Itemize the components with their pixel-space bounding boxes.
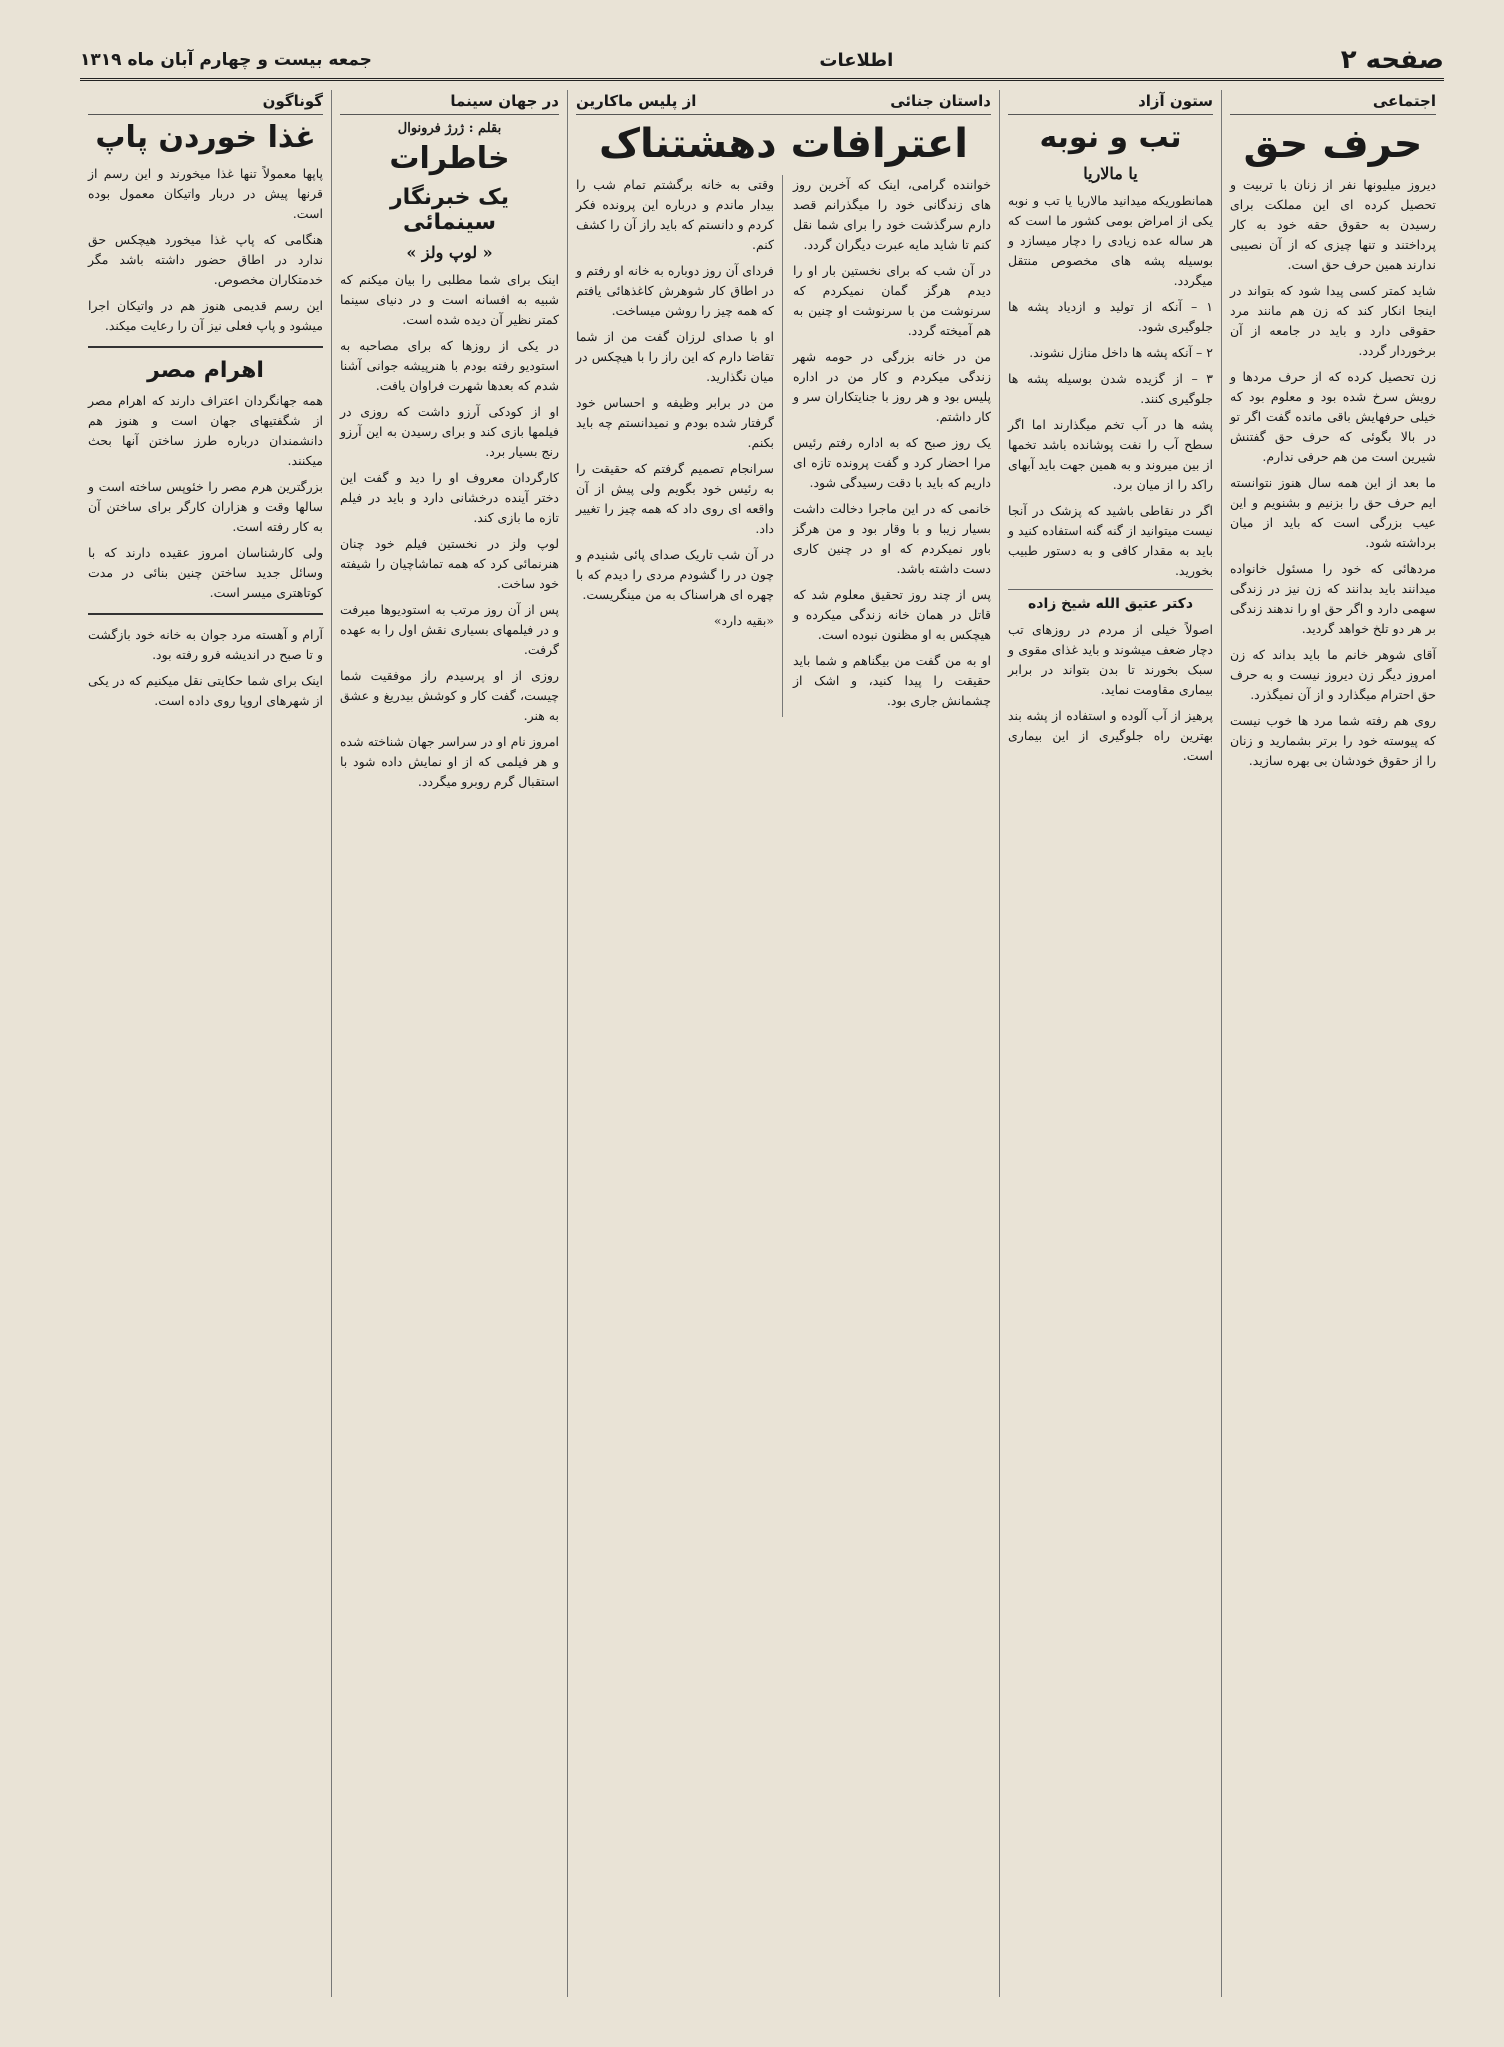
paragraph: همه جهانگردان اعتراف دارند که اهرام مصر از شگفتیهای جهان است و هنوز هم دانشمندان درباره طرز ساختن آنها بحث میکنند.: [88, 392, 323, 468]
story-columns: [576, 175, 991, 717]
paragraph: پس از آن روز مرتب به استودیوها میرفت و در فیلمهای بسیاری نقش اول را به عهده گرفت.: [340, 602, 559, 658]
column-free: [1000, 90, 1222, 1997]
headline-confessions: اعترافات دهشتناک: [599, 121, 968, 167]
headline-haqq: حرف حق: [1243, 121, 1423, 167]
article-body-pope: [88, 164, 323, 336]
paragraph: این رسم قدیمی هنوز هم در واتیکان اجرا میشود و پاپ فعلی نیز آن را رعایت میکند.: [88, 297, 323, 333]
section-label-misc: گوناگون: [88, 90, 323, 115]
paragraph: خواننده گرامی، اینک که آخرین روز های زندگانی خود را میگذرانم قصد دارم سرگذشت خود را برای شما نقل کنم تا شاید مایه عبرت دیگران گردد.: [793, 177, 991, 252]
column-cinema: [332, 90, 568, 1997]
quote-name: « لوپ ولز »: [406, 243, 493, 263]
paragraph: فردای آن روز دوباره به خانه او رفتم و در اطاق کار شوهرش کاغذهائی یافتم که همه چیز را روشن میساخت.: [576, 263, 774, 318]
article-body-pyramids: [88, 391, 323, 603]
article-body-malaria: [1008, 191, 1213, 581]
paragraph: امروز نام او در سراسر جهان شناخته شده و هر فیلمی که از او نمایش داده شود با استقبال گرم روبرو میگردد.: [340, 734, 559, 790]
paragraph: پس از چند روز تحقیق معلوم شد که قاتل در همان خانه زندگی میکرده و هیچکس به او مظنون نبوده است.: [793, 587, 991, 642]
section-label-social: اجتماعی: [1230, 90, 1436, 115]
paragraph: پاپها معمولاً تنها غذا میخورند و این رسم از قرنها پیش در دربار واتیکان معمول بوده است.: [88, 165, 323, 221]
story-column-b: [576, 175, 783, 717]
paragraph: هنگامی که پاپ غذا میخورد هیچکس حق ندارد در اطاق حضور داشته باشد مگر خدمتکاران مخصوص.: [88, 231, 323, 287]
paragraph: ۳ – از گزیده شدن بوسیله پشه ها جلوگیری کنند.: [1008, 370, 1213, 406]
story-column-a: [793, 175, 991, 717]
author-signature: دکتر عتیق الله شیخ زاده: [1008, 589, 1213, 612]
byline: بقلم : ژرژ فرونوال: [397, 121, 502, 136]
masthead: [80, 42, 1444, 81]
paragraph: در یکی از روزها که برای مصاحبه به استودیو رفته بودم با هنرپیشه جوانی آشنا شدم که بعدها شهرت فراوان یافت.: [340, 338, 559, 394]
article-body-misc-cont: [88, 625, 323, 711]
paragraph: روزی از او پرسیدم راز موفقیت شما چیست، گفت کار و کوشش بیدریغ و عشق به هنر.: [340, 668, 559, 724]
paragraph: ۲ – آنکه پشه ها داخل منازل نشوند.: [1029, 344, 1213, 360]
story-block: [568, 90, 1000, 1997]
story-labels: [576, 90, 991, 115]
paragraph: شاید کمتر کسی پیدا شود که بتواند در اینجا انکار کند که زن هم مانند مرد حقوقی دارد و باید در جامعه از آن برخوردار گردد.: [1230, 283, 1436, 358]
newspaper-name: اطلاعات: [819, 49, 894, 71]
paragraph: وقتی به خانه برگشتم تمام شب را بیدار ماندم و درباره این پرونده فکر کردم و دانستم که باید راز آن را کشف کنم.: [576, 177, 774, 252]
paragraph: همانطوریکه میدانید مالاریا یا تب و نوبه یکی از امراض بومی کشور ما است که هر ساله عده زیادی را دچار میسازد و بوسیله پشه های مخصوص منتقل میگردد.: [1008, 192, 1213, 288]
paragraph: روی هم رفته شما مرد ها خوب نیست که پیوسته خود را برتر بشمارید و زنان را از حقوق خودشان بی بهره سازید.: [1230, 713, 1436, 768]
paragraph: پشه ها در آب تخم میگذارند اما اگر سطح آب را نفت پوشانده باشد تخمها از بین میروند و به همین جهت باید آبهای راکد را از میان برد.: [1008, 416, 1213, 492]
column-social: [1222, 90, 1444, 1997]
paragraph: من در خانه بزرگی در حومه شهر زندگی میکردم و کار من در اداره پلیس بود و هر روز با جنایتکاران سر و کار داشتم.: [793, 349, 991, 424]
paragraph: بزرگترین هرم مصر را خئوپس ساخته است و سالها وقت و هزاران کارگر برای ساختن آن به کار رفته است.: [88, 478, 323, 534]
paragraph: خانمی که در این ماجرا دخالت داشت بسیار زیبا و با وقار بود و من هرگز باور نمیکردم که او در چنین کاری دست داشته باشد.: [793, 501, 991, 576]
paragraph: اگر در نقاطی باشید که پزشک در آنجا نیست میتوانید از گنه گنه استفاده کنید و باید به مقدار کافی و به دستور طبیب بخورید.: [1008, 502, 1213, 578]
paragraph: ۱ – آنکه از تولید و ازدیاد پشه ها جلوگیری شود.: [1008, 298, 1213, 334]
paragraph: یک روز صبح که به اداره رفتم رئیس مرا احضار کرد و گفت پرونده تازه ای داریم که باید با دقت رسیدگی شود.: [793, 435, 991, 490]
headline-fever: تب و نوبه: [1039, 120, 1182, 155]
paragraph: اصولاً خیلی از مردم در روزهای تب دچار ضعف میشوند و باید غذای مقوی و سبک بخورند تا بدن بتواند در برابر بیماری مقاومت نماید.: [1008, 621, 1213, 697]
paragraph: من در برابر وظیفه و احساس خود گرفتار شده بودم و نمیدانستم چه باید بکنم.: [576, 395, 774, 450]
column-misc: [80, 90, 332, 1997]
columns: [80, 90, 1444, 1997]
headline-memoirs: خاطرات: [389, 141, 510, 176]
paragraph: دیروز میلیونها نفر از زنان با تربیت و تحصیل کرده ای این مملکت برای رسیدن به حقوق حقه خود به کار پرداختند و تنها چیزی که از آن نصیبی ندارند همین حرف حق است.: [1230, 177, 1436, 272]
section-label-free: ستون آزاد: [1008, 90, 1213, 115]
paragraph: او با صدای لرزان گفت من از شما تقاضا دارم که این راز را با هیچکس در میان نگذارید.: [576, 329, 774, 384]
section-label-cinema: در جهان سینما: [340, 90, 559, 115]
headline-pyramids: اهرام مصر: [147, 357, 264, 383]
paragraph: زن تحصیل کرده که از حرف مردها و رویش سرخ شده بود و معلوم بود که خیلی حرفهایش باقی مانده گفت اگر تو در بالا بگوئی که حرف حق گفتنش شیرین است من هم حرفی ندارم.: [1230, 369, 1436, 464]
paragraph: لوپ ولز در نخستین فیلم خود چنان هنرنمائی کرد که همه تماشاچیان را شیفته خود ساخت.: [340, 536, 559, 592]
article-body-malaria-cont: [1008, 620, 1213, 766]
paragraph: ولی کارشناسان امروز عقیده دارند که با وسائل جدید ساختن چنین بنائی در مدت کوتاهتری میسر است.: [88, 544, 323, 600]
subheadline-malaria: یا مالاریا: [1083, 163, 1138, 183]
article-body-social: [1230, 175, 1436, 771]
divider: [88, 346, 323, 348]
paragraph: «بقیه دارد»: [713, 613, 774, 628]
paragraph: اینک برای شما مطلبی را بیان میکنم که شبیه به افسانه است و در دنیای سینما کمتر نظیر آن دیده شده است.: [340, 272, 559, 328]
paragraph: او به من گفت من بیگناهم و شما باید حقیقت را پیدا کنید، و اشک از چشمانش جاری بود.: [793, 653, 991, 708]
paragraph: آرام و آهسته مرد جوان به خانه خود بازگشت و تا صبح در اندیشه فرو رفته بود.: [88, 626, 323, 662]
paragraph: آقای شوهر خانم ما باید بداند که زن امروز دیگر زن دیروز نیست و به حرف حق احترام میگذارد و از آن نمیگذرد.: [1230, 647, 1436, 702]
paragraph: کارگردان معروف او را دید و گفت این دختر آینده درخشانی دارد و باید در فیلم تازه ما بازی کند.: [340, 470, 559, 526]
divider: [88, 613, 323, 615]
headline-pope-meal: غذا خوردن پاپ: [95, 120, 316, 155]
paragraph: پرهیز از آب آلوده و استفاده از پشه بند بهترین راه جلوگیری از این بیماری است.: [1008, 707, 1213, 763]
story-source: از پلیس ماکارین: [576, 92, 697, 110]
paragraph: اینک برای شما حکایتی نقل میکنیم که در یکی از شهرهای اروپا روی داده است.: [88, 672, 323, 708]
article-body-cinema: [340, 270, 559, 792]
paragraph: در آن شب که برای نخستین بار او را دیدم هرگز گمان نمیکردم که سرنوشت من با سرنوشت او چنین به هم آمیخته گردد.: [793, 263, 991, 338]
issue-date: جمعه بیست و چهارم آبان ماه ۱۳۱۹: [80, 50, 372, 70]
page-number: صفحه ۲: [1340, 45, 1444, 75]
section-label-crime-story: داستان جنائی: [890, 92, 991, 110]
paragraph: سرانجام تصمیم گرفتم که حقیقت را به رئیس خود بگویم ولی پیش از آن واقعه ای روی داد که همه چیز را تغییر داد.: [576, 461, 774, 536]
subheadline-reporter: یک خبرنگار سینمائی: [390, 184, 509, 235]
paragraph: ما بعد از این همه سال هنوز نتوانسته ایم حرف حق را بزنیم و بشنویم و این عیب بزرگی است که باید از میان برداشته شود.: [1230, 475, 1436, 550]
paragraph: مردهائی که خود را مسئول خانواده میدانند باید بدانند که زن نیز در زندگی سهمی دارد و اگر حق او را ندهند زندگی بر هر دو تلخ خواهد گردید.: [1230, 561, 1436, 636]
paragraph: او از کودکی آرزو داشت که روزی در فیلمها بازی کند و برای رسیدن به این آرزو رنج بسیار برد.: [340, 404, 559, 460]
paragraph: در آن شب تاریک صدای پائی شنیدم و چون در را گشودم مردی را دیدم که با چهره ای هراسناک به من مینگریست.: [576, 547, 774, 602]
